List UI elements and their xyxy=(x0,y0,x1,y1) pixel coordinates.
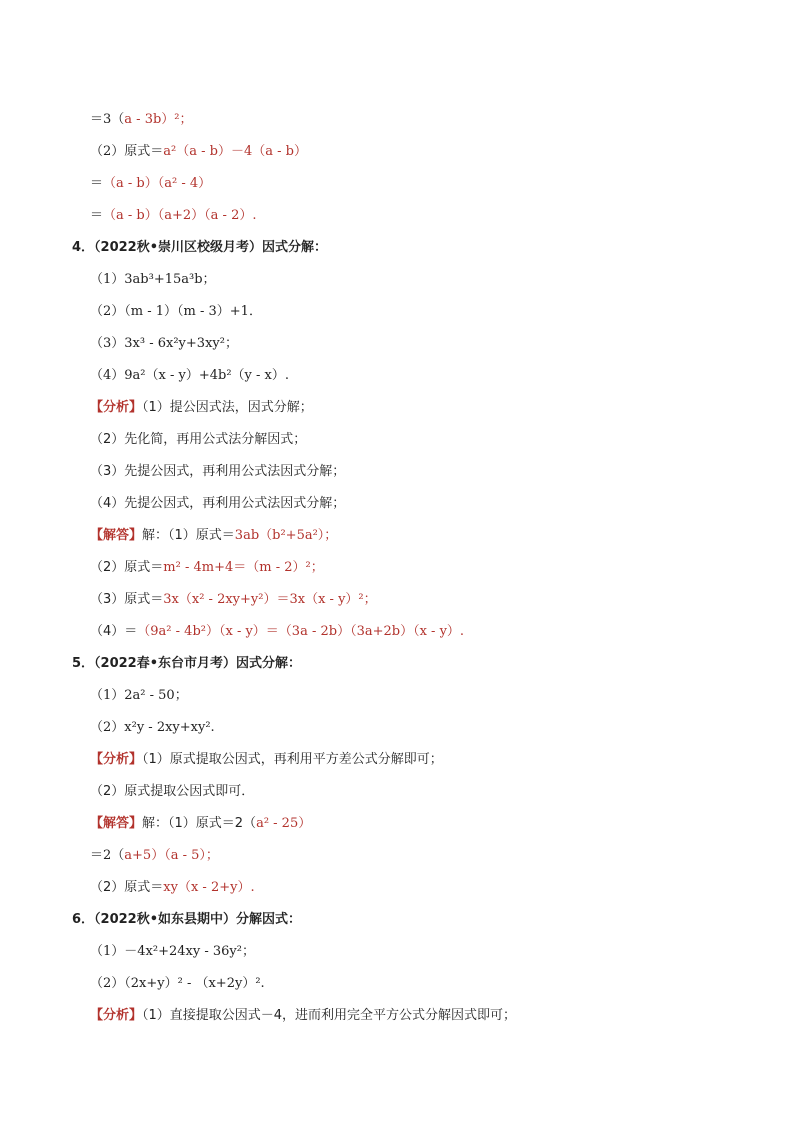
line-text: ＝ xyxy=(90,176,104,191)
line-text: ＝2（ xyxy=(90,848,125,863)
line-text: （2）（m - 1）（m - 3）+1． xyxy=(90,304,262,319)
text-line xyxy=(90,558,324,578)
line-text: 解：（1）原式＝2（ xyxy=(142,816,257,831)
line-text: （2）x²y - 2xy+xy². xyxy=(90,720,215,735)
answer-text: （a - b）（a+2）（a - 2）. xyxy=(103,208,257,223)
section-tag: 【分析】 xyxy=(90,1008,143,1023)
answer-text: a - 3b）²； xyxy=(124,112,193,127)
line-text: （1）3ab³+15a³b； xyxy=(90,272,216,287)
text-line xyxy=(90,494,345,514)
answer-text: a²（a - b）－4（a - b） xyxy=(163,144,307,159)
answer-text: xy（x - 2+y）. xyxy=(163,880,255,895)
line-text: （3）原式＝ xyxy=(90,592,164,607)
section-tag: 【分析】 xyxy=(90,400,143,415)
text-line xyxy=(90,206,256,226)
text-line xyxy=(90,270,216,290)
text-line xyxy=(90,814,311,834)
text-line xyxy=(90,302,262,322)
line-text: （3）3x³ - 6x²y+3xy²； xyxy=(90,336,238,351)
answer-text: m² - 4m+4＝（m - 2）²； xyxy=(163,560,324,575)
text-line xyxy=(90,942,255,962)
answer-text: （a - b）（a² - 4） xyxy=(103,176,212,191)
line-text: （1）原式提取公因式，再利用平方差公式分解即可； xyxy=(142,752,443,767)
text-line xyxy=(90,782,254,802)
text-line xyxy=(90,398,313,418)
line-text: （2）先化简，再用公式法分解因式； xyxy=(90,432,307,447)
text-line xyxy=(90,750,443,770)
text-line xyxy=(90,846,219,866)
line-text: （4）＝ xyxy=(90,624,138,639)
line-text: 6．（2022秋•如东县期中）分解因式： xyxy=(72,912,302,927)
line-text: （1）2a² - 50； xyxy=(90,688,188,703)
text-line xyxy=(90,334,238,354)
text-line xyxy=(90,366,289,386)
text-line xyxy=(90,526,337,546)
line-text: （2）原式提取公因式即可． xyxy=(90,784,255,799)
line-text: 5．（2022春•东台市月考）因式分解： xyxy=(72,656,302,671)
line-text: （2）（2x+y）² - （x+2y）². xyxy=(90,976,265,991)
line-text: ＝ xyxy=(90,208,104,223)
answer-text: a² - 25） xyxy=(256,816,312,831)
line-text: （2）原式＝ xyxy=(90,144,164,159)
section-tag: 【解答】 xyxy=(90,816,143,831)
text-line xyxy=(90,1006,516,1026)
line-text: （1）－4x²+24xy - 36y²； xyxy=(90,944,255,959)
text-line xyxy=(72,910,301,930)
line-text: （3）先提公因式，再利用公式法因式分解； xyxy=(90,464,346,479)
line-text: 解：（1）原式＝ xyxy=(142,528,235,543)
text-line xyxy=(90,718,215,738)
text-line xyxy=(90,142,307,162)
text-line xyxy=(72,238,327,258)
text-line xyxy=(90,174,211,194)
line-text: （4）9a²（x - y）+4b²（y - x）. xyxy=(90,368,289,383)
text-line xyxy=(90,110,193,130)
answer-text: （9a² - 4b²）（x - y）＝（3a - 2b）（3a+2b）（x - y）. xyxy=(137,624,465,639)
text-line xyxy=(90,590,377,610)
text-line xyxy=(90,430,306,450)
line-text: （2）原式＝ xyxy=(90,560,164,575)
section-tag: 【分析】 xyxy=(90,752,143,767)
text-line xyxy=(90,462,345,482)
answer-text: a+5）（a - 5）； xyxy=(124,848,219,863)
line-text: 4．（2022秋•崇川区校级月考）因式分解： xyxy=(72,240,328,255)
text-line xyxy=(90,622,464,642)
line-text: （4）先提公因式，再利用公式法因式分解； xyxy=(90,496,346,511)
text-line xyxy=(72,654,301,674)
text-line xyxy=(90,878,255,898)
line-text: （2）原式＝ xyxy=(90,880,164,895)
answer-text: 3x（x² - 2xy+y²）＝3x（x - y）²； xyxy=(163,592,377,607)
line-text: （1）直接提取公因式－4，进而利用完全平方公式分解因式即可； xyxy=(142,1008,517,1023)
line-text: ＝3（ xyxy=(90,112,125,127)
line-text: （1）提公因式法，因式分解； xyxy=(142,400,313,415)
text-line xyxy=(90,686,188,706)
text-line xyxy=(90,974,265,994)
section-tag: 【解答】 xyxy=(90,528,143,543)
answer-text: 3ab（b²+5a²）； xyxy=(234,528,338,543)
